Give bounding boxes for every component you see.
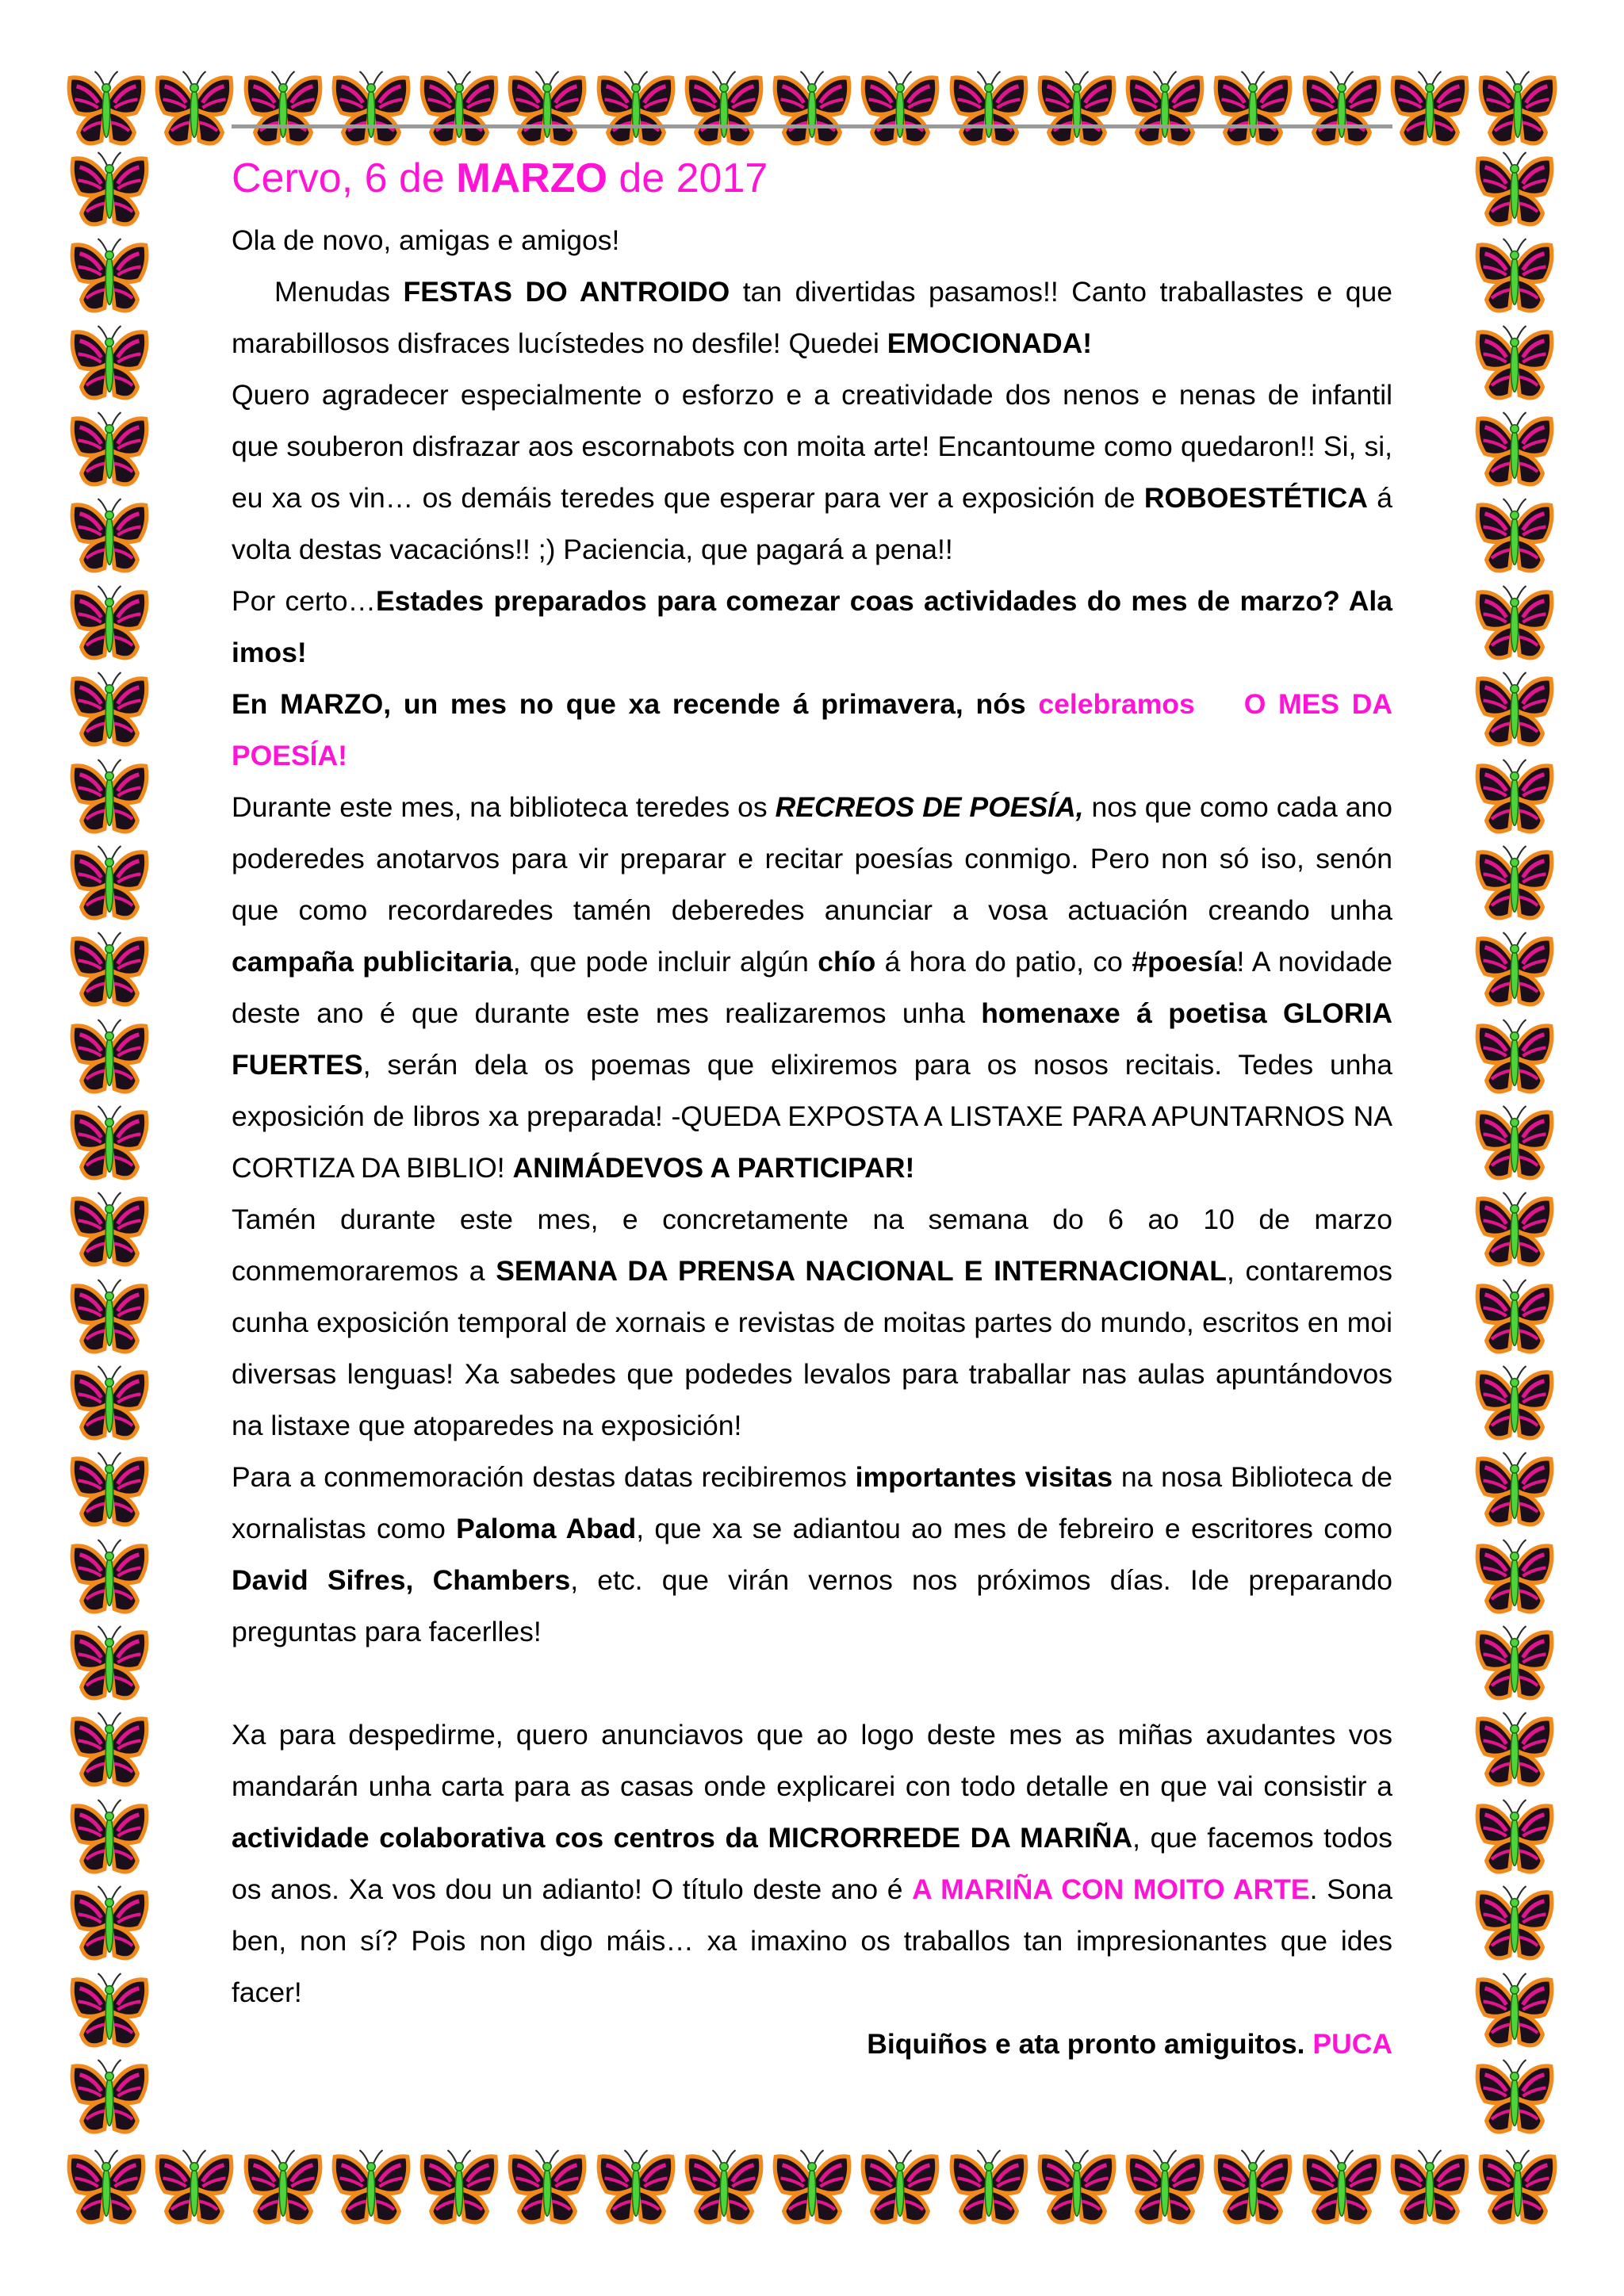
butterfly-icon — [857, 2149, 943, 2231]
butterfly-icon — [240, 70, 326, 152]
butterfly-icon — [63, 2149, 149, 2231]
butterfly-icon — [67, 1798, 152, 1881]
butterfly-icon — [67, 151, 152, 233]
header-rule — [232, 124, 1392, 128]
butterfly-icon — [1472, 1711, 1557, 1793]
butterfly-icon — [67, 1018, 152, 1100]
butterfly-icon — [1475, 70, 1561, 152]
butterfly-icon — [1472, 1451, 1557, 1533]
butterfly-icon — [1210, 70, 1296, 152]
butterfly-icon — [67, 1624, 152, 1707]
butterfly-icon — [67, 1364, 152, 1447]
butterfly-icon — [593, 70, 679, 152]
paragraph-marzo: En MARZO, un mes no que xa recende á primavera, nós celebramos O MES DA POESÍA! — [232, 688, 1392, 771]
paragraph-agradecer: Quero agradecer especialmente o esforzo e a creatividade dos nenos e nenas de infantil que souberon disfrazar aos escornabots con moita arte! Encantoume como quedaron!! Si, si, eu xa os vin… os demáis teredes que esperar para ver a exposición de ROBOESTÉTICA á volta destas vacacións!! ;) Paciencia, que pagará a pena!! — [232, 379, 1393, 565]
butterfly-icon — [1034, 2149, 1120, 2231]
butterfly-icon — [416, 70, 502, 152]
butterfly-border-top — [63, 63, 1561, 159]
butterfly-icon — [857, 70, 943, 152]
butterfly-icon — [1472, 2058, 1557, 2141]
butterfly-icon — [1472, 758, 1557, 840]
butterfly-icon — [1472, 1624, 1557, 1707]
butterfly-icon — [769, 2149, 855, 2231]
butterfly-icon — [67, 237, 152, 320]
butterfly-icon — [240, 2149, 326, 2231]
page-title: Cervo, 6 de MARZO de 2017 — [232, 155, 768, 201]
butterfly-icon — [151, 70, 237, 152]
butterfly-icon — [67, 1104, 152, 1187]
paragraph-prensa: Tamén durante este mes, e concretamente na semana do 6 ao 10 de marzo conmemoraremos a SEMANA DA PRENSA NACIONAL E INTERNACIONAL, contaremos cunha exposición temporal de xornais e revistas de moitas partes do mundo, escritos en moi diversas lenguas! Xa sabedes que podedes levalos para traballar nas aulas apuntándovos na listaxe que atoparedes na exposición! — [232, 1203, 1392, 1441]
butterfly-icon — [67, 411, 152, 493]
butterfly-icon — [1122, 70, 1208, 152]
butterfly-icon — [1472, 1798, 1557, 1881]
butterfly-icon — [67, 497, 152, 580]
butterfly-icon — [1472, 1018, 1557, 1100]
butterfly-icon — [1472, 151, 1557, 233]
butterfly-icon — [67, 2058, 152, 2141]
butterfly-icon — [1472, 931, 1557, 1013]
butterfly-icon — [681, 2149, 767, 2231]
butterfly-icon — [1387, 2149, 1473, 2231]
butterfly-icon — [67, 844, 152, 927]
letter-body — [232, 147, 1392, 2070]
butterfly-icon — [63, 70, 149, 152]
paragraph-visitas: Para a conmemoración destas datas recibiremos importantes visitas na nosa Biblioteca de xornalistas como Paloma Abad, que xa se adiantou ao mes de febreiro e escritores como David Sifres, Chambers, etc. que virán vernos nos próximos días. Ide preparando preguntas para facerlles! — [232, 1461, 1393, 1647]
paragraph-antroido: Menudas FESTAS DO ANTROIDO tan divertidas pasamos!! Canto traballastes e que marabillosos disfraces lucístedes no desfile! Quedei EMOCIONADA! — [232, 276, 1393, 359]
butterfly-icon — [1472, 1104, 1557, 1187]
butterfly-icon — [67, 584, 152, 667]
butterfly-icon — [593, 2149, 679, 2231]
butterfly-icon — [1472, 1885, 1557, 1967]
signoff: Biquiños e ata pronto amiguitos. PUCA — [867, 2028, 1392, 2060]
butterfly-icon — [328, 70, 414, 152]
butterfly-icon — [1472, 671, 1557, 753]
butterfly-border-bottom — [63, 2142, 1561, 2237]
butterfly-icon — [1472, 1191, 1557, 1273]
paragraph-despedida: Xa para despedirme, quero anunciavos que ao logo deste mes as miñas axudantes vos mandarán unha carta para as casas onde explicarei con todo detalle en que vai consistir a actividade colaborativa cos centros da MICRORREDE DA MARIÑA, que facemos todos os anos. Xa vos dou un adianto! O título deste ano é A MARIÑA CON MOITO ARTE. Sona ben, non sí? Pois non digo máis… xa imaxino os traballos tan impresionantes que ides facer! — [232, 1719, 1392, 2008]
butterfly-icon — [1472, 411, 1557, 493]
butterfly-icon — [328, 2149, 414, 2231]
butterfly-icon — [67, 671, 152, 753]
butterfly-icon — [1472, 497, 1557, 580]
greeting: Ola de novo, amigas e amigos! — [232, 224, 620, 256]
butterfly-icon — [1472, 1538, 1557, 1621]
butterfly-icon — [769, 70, 855, 152]
butterfly-border-left — [62, 151, 157, 2141]
butterfly-icon — [151, 2149, 237, 2231]
butterfly-icon — [1034, 70, 1120, 152]
butterfly-icon — [67, 1278, 152, 1360]
butterfly-icon — [1210, 2149, 1296, 2231]
butterfly-icon — [67, 324, 152, 407]
butterfly-icon — [504, 70, 590, 152]
butterfly-icon — [67, 931, 152, 1013]
butterfly-icon — [67, 1711, 152, 1793]
butterfly-icon — [1299, 70, 1385, 152]
butterfly-icon — [67, 1538, 152, 1621]
butterfly-icon — [1472, 844, 1557, 927]
butterfly-icon — [67, 1451, 152, 1533]
paragraph-por-certo: Por certo…Estades preparados para comezar coas actividades do mes de marzo? Ala imos! — [232, 585, 1392, 668]
butterfly-icon — [681, 70, 767, 152]
butterfly-icon — [67, 758, 152, 840]
butterfly-icon — [1472, 1278, 1557, 1360]
butterfly-icon — [1472, 584, 1557, 667]
butterfly-icon — [504, 2149, 590, 2231]
butterfly-icon — [67, 1972, 152, 2054]
butterfly-icon — [1472, 237, 1557, 320]
butterfly-icon — [1122, 2149, 1208, 2231]
butterfly-icon — [1387, 70, 1473, 152]
butterfly-icon — [416, 2149, 502, 2231]
butterfly-icon — [1475, 2149, 1561, 2231]
butterfly-icon — [1299, 2149, 1385, 2231]
butterfly-icon — [1472, 324, 1557, 407]
paragraph-poesia: Durante este mes, na biblioteca teredes os RECREOS DE POESÍA, nos que como cada ano poderedes anotarvos para vir preparar e recitar poesías conmigo. Pero non só iso, senón que como recordaredes tamén deberedes anunciar a vosa actuación creando unha campaña publicitaria, que pode incluir algún chío á hora do patio, co #poesía! A novidade deste ano é que durante este mes realizaremos unha homenaxe á poetisa GLORIA FUERTES, serán dela os poemas que elixiremos para os nosos recitais. Tedes unha exposición de libros xa preparada! -QUEDA EXPOSTA A LISTAXE PARA APUNTARNOS NA CORTIZA DA BIBLIO! ANIMÁDEVOS A PARTICIPAR! — [232, 791, 1393, 1184]
butterfly-icon — [1472, 1972, 1557, 2054]
butterfly-icon — [67, 1191, 152, 1273]
butterfly-icon — [1472, 1364, 1557, 1447]
butterfly-border-right — [1467, 151, 1562, 2141]
signature: PUCA — [1312, 2028, 1392, 2060]
butterfly-icon — [67, 1885, 152, 1967]
butterfly-icon — [946, 70, 1032, 152]
butterfly-icon — [946, 2149, 1032, 2231]
